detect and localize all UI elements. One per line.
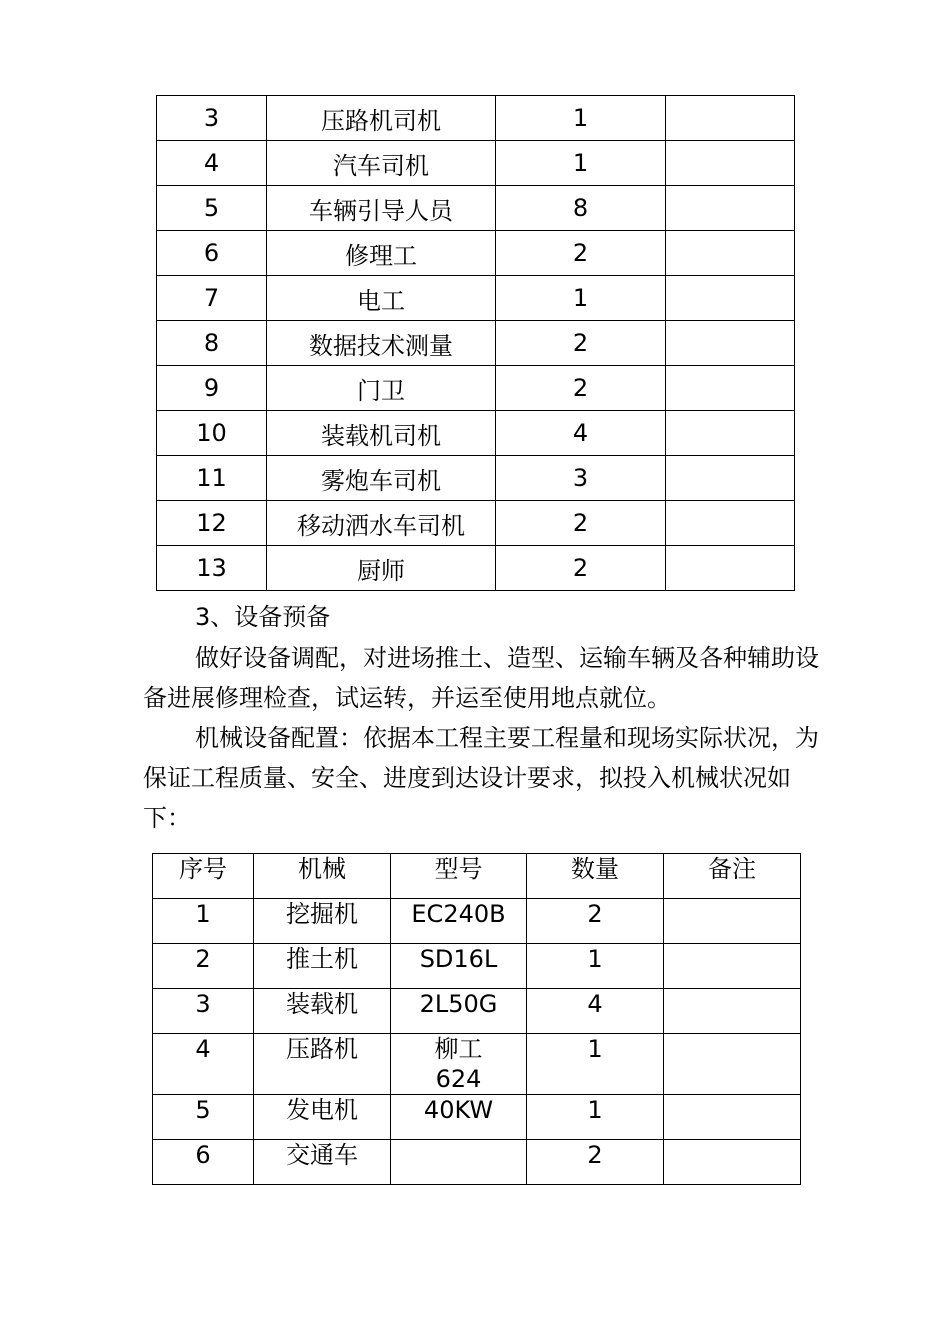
table-row [157, 411, 795, 456]
table-row [157, 546, 795, 591]
equip-machine: 发电机 [254, 1095, 391, 1140]
table-row [157, 141, 795, 186]
equip-machine: 压路机 [254, 1034, 391, 1095]
equip-note [664, 944, 801, 989]
staff-count: 2 [496, 546, 666, 591]
equip-model: 40KW [391, 1095, 527, 1140]
equip-machine: 装载机 [254, 989, 391, 1034]
staff-count: 1 [496, 141, 666, 186]
equip-qty: 1 [527, 1095, 664, 1140]
staff-count: 3 [496, 456, 666, 501]
equip-note [664, 1034, 801, 1095]
equip-qty: 4 [527, 989, 664, 1034]
staff-note [666, 186, 795, 231]
paragraph-machinery-config: 机械设备配置：依据本工程主要工程量和现场实际状况，为保证工程质量、安全、进度到达设计要求，拟投入机械状况如下： [143, 724, 819, 832]
equip-machine: 挖掘机 [254, 899, 391, 944]
staff-count: 4 [496, 411, 666, 456]
staff-no: 10 [157, 411, 267, 456]
staff-no: 9 [157, 366, 267, 411]
staff-role: 汽车司机 [267, 141, 496, 186]
table-row [153, 989, 801, 1034]
staff-role: 修理工 [267, 231, 496, 276]
table-row [157, 96, 795, 141]
staff-role: 电工 [267, 276, 496, 321]
equip-qty: 2 [527, 1140, 664, 1185]
staff-no: 13 [157, 546, 267, 591]
staff-role: 压路机司机 [267, 96, 496, 141]
table-row [157, 456, 795, 501]
equip-no: 3 [153, 989, 254, 1034]
table-row [153, 899, 801, 944]
staff-no: 11 [157, 456, 267, 501]
staff-note [666, 501, 795, 546]
header-qty: 数量 [527, 854, 664, 899]
staff-role: 数据技术测量 [267, 321, 496, 366]
equip-qty: 1 [527, 944, 664, 989]
table-row [157, 321, 795, 366]
staff-role: 厨师 [267, 546, 496, 591]
staff-note [666, 141, 795, 186]
table-row [153, 1095, 801, 1140]
equip-model: EC240B [391, 899, 527, 944]
paragraph-equipment-prep: 做好设备调配，对进场推土、造型、运输车辆及各种辅助设备进展修理检查，试运转，并运至使用地点就位。 [143, 644, 819, 712]
equip-no: 6 [153, 1140, 254, 1185]
header-no: 序号 [153, 854, 254, 899]
staff-no: 4 [157, 141, 267, 186]
staff-role: 装载机司机 [267, 411, 496, 456]
staff-no: 7 [157, 276, 267, 321]
table-row [157, 231, 795, 276]
equip-no: 1 [153, 899, 254, 944]
staff-role: 门卫 [267, 366, 496, 411]
equip-no: 4 [153, 1034, 254, 1095]
staff-no: 8 [157, 321, 267, 366]
staff-role: 车辆引导人员 [267, 186, 496, 231]
equip-machine: 交通车 [254, 1140, 391, 1185]
staff-note [666, 411, 795, 456]
equip-note [664, 1140, 801, 1185]
table-header-row [153, 854, 801, 899]
staff-no: 5 [157, 186, 267, 231]
equip-qty: 2 [527, 899, 664, 944]
staff-count: 8 [496, 186, 666, 231]
equip-model [391, 1140, 527, 1185]
header-machine: 机械 [254, 854, 391, 899]
equip-model: 2L50G [391, 989, 527, 1034]
staff-note [666, 96, 795, 141]
table-row [157, 186, 795, 231]
staff-table [156, 95, 795, 591]
staff-count: 2 [496, 366, 666, 411]
staff-no: 12 [157, 501, 267, 546]
equip-note [664, 899, 801, 944]
staff-count: 1 [496, 276, 666, 321]
staff-count: 2 [496, 501, 666, 546]
staff-count: 1 [496, 96, 666, 141]
equip-note [664, 1095, 801, 1140]
staff-note [666, 366, 795, 411]
staff-count: 2 [496, 321, 666, 366]
equip-model: SD16L [391, 944, 527, 989]
staff-role: 雾炮车司机 [267, 456, 496, 501]
staff-note [666, 321, 795, 366]
staff-role: 移动洒水车司机 [267, 501, 496, 546]
equip-no: 2 [153, 944, 254, 989]
staff-no: 3 [157, 96, 267, 141]
staff-note [666, 456, 795, 501]
equip-qty: 1 [527, 1034, 664, 1095]
staff-no: 6 [157, 231, 267, 276]
staff-note [666, 276, 795, 321]
section-heading: 3、设备预备 [195, 603, 331, 631]
table-row [153, 1140, 801, 1185]
table-row [157, 276, 795, 321]
header-note: 备注 [664, 854, 801, 899]
staff-note [666, 546, 795, 591]
equip-note [664, 989, 801, 1034]
table-row [157, 501, 795, 546]
equip-no: 5 [153, 1095, 254, 1140]
table-row [153, 1034, 801, 1095]
staff-note [666, 231, 795, 276]
table-row [153, 944, 801, 989]
equip-machine: 推土机 [254, 944, 391, 989]
staff-count: 2 [496, 231, 666, 276]
header-model: 型号 [391, 854, 527, 899]
equip-model: 柳工 624 [391, 1034, 527, 1095]
equipment-table [152, 853, 801, 1185]
table-row [157, 366, 795, 411]
